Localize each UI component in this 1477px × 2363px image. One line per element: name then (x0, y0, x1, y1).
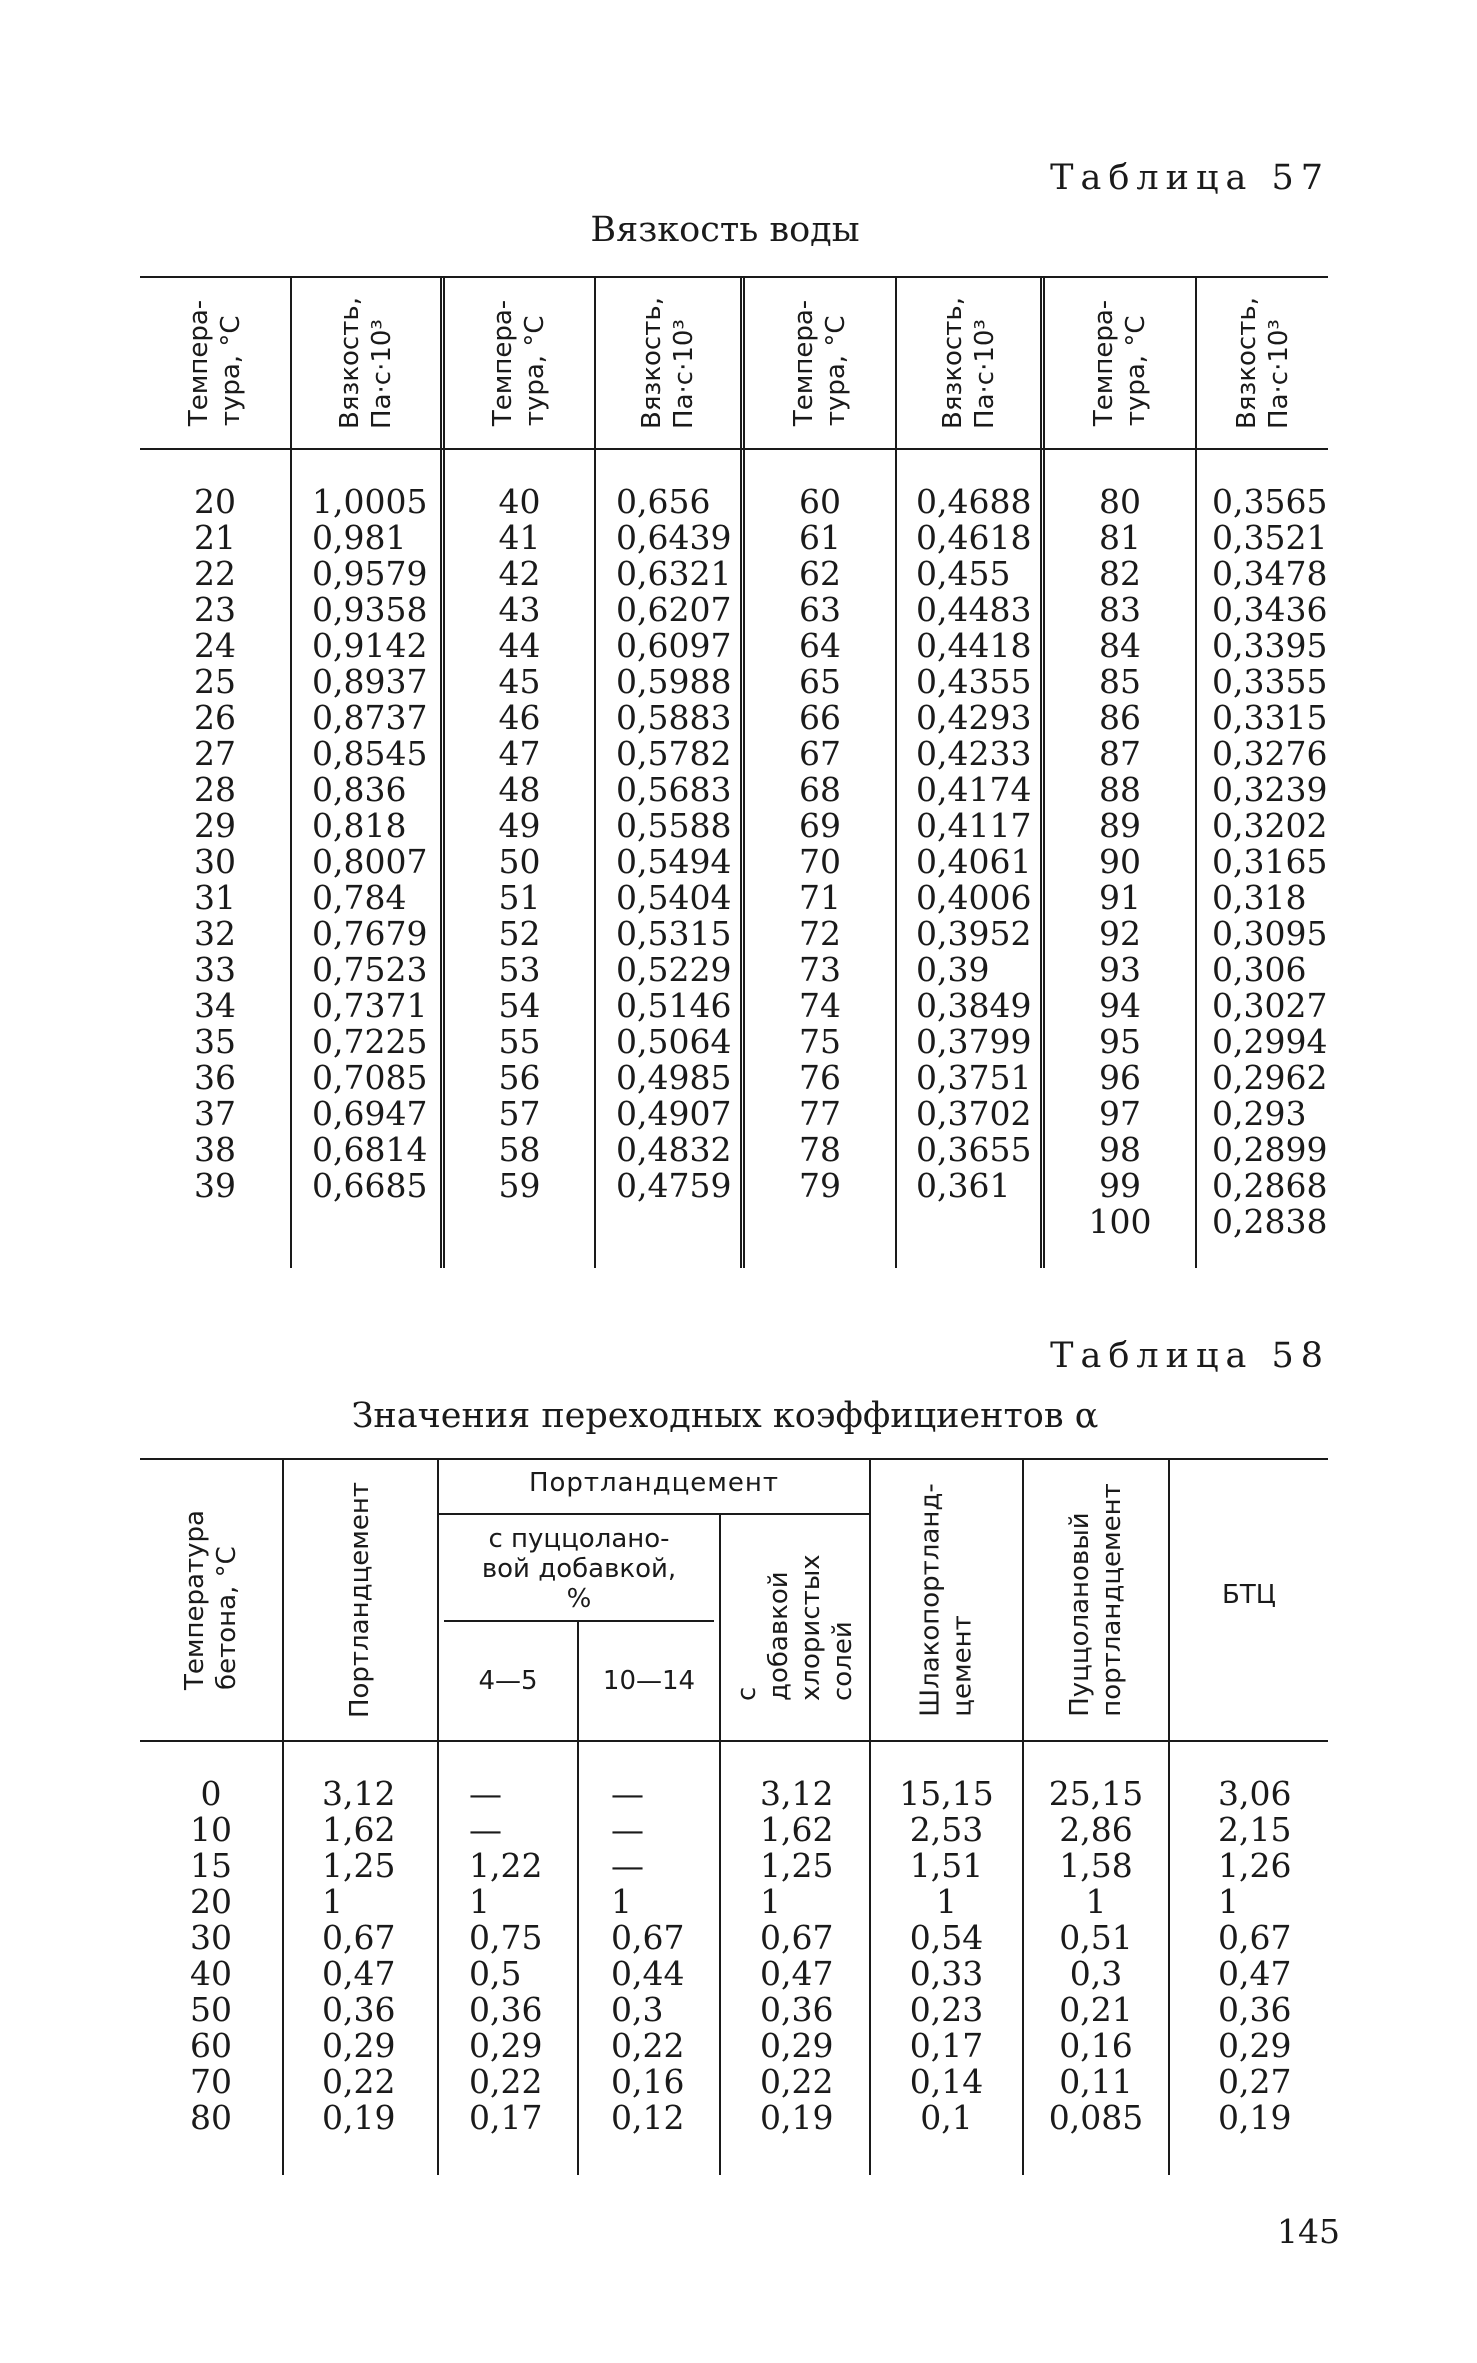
table-cell: 70 (799, 842, 841, 881)
table-cell: 0,17 (469, 2098, 543, 2137)
table-cell: 3,06 (1218, 1774, 1292, 1813)
table-cell: 0,5146 (616, 986, 732, 1025)
table-cell: 0,1 (920, 2098, 973, 2137)
table-cell: 28 (194, 770, 236, 809)
table-cell: 0,2899 (1212, 1130, 1328, 1169)
table-cell: 0,6097 (616, 626, 732, 665)
table-cell: — (611, 1810, 644, 1849)
table-57-temp-column (1045, 484, 1195, 1240)
table-cell: 63 (799, 590, 841, 629)
table-cell: 0,656 (616, 482, 711, 521)
table-cell: 37 (194, 1094, 236, 1133)
table-58-group-header: Портландцемент (528, 1468, 780, 1498)
table-cell: 0,836 (312, 770, 407, 809)
table-cell: 0,3436 (1212, 590, 1328, 629)
table-cell: 0,21 (1059, 1990, 1133, 2029)
table-cell: 0,67 (1218, 1918, 1292, 1957)
table-57-viscosity-header: Вязкость, Па·с·10³ (636, 297, 699, 429)
table-cell: 53 (498, 950, 541, 989)
table-cell: 0,4759 (616, 1166, 732, 1205)
table-cell: 0,44 (611, 1954, 685, 1993)
table-cell: 0,22 (322, 2062, 396, 2101)
table-cell: 0,5064 (616, 1022, 732, 1061)
table-cell: 60 (799, 482, 841, 521)
table-cell: 1 (1085, 1882, 1107, 1921)
table-cell: 0,9142 (312, 626, 428, 665)
table-cell: 89 (1099, 806, 1141, 845)
table-cell: 32 (194, 914, 236, 953)
table-cell: 35 (194, 1022, 236, 1061)
table-cell: 0,16 (1059, 2026, 1133, 2065)
table-cell: 97 (1099, 1094, 1141, 1133)
table-cell: 0,318 (1212, 878, 1307, 917)
table-cell: 54 (498, 986, 541, 1025)
table-cell: 0,9579 (312, 554, 428, 593)
table-57-viscosity-column (616, 484, 740, 1204)
table-cell: 0,22 (469, 2062, 543, 2101)
table-cell: 20 (190, 1882, 232, 1921)
table-cell: 0,36 (760, 1990, 834, 2029)
table-cell: 0,3276 (1212, 734, 1328, 773)
table-cell: 0,7225 (312, 1022, 428, 1061)
table-cell: 25 (194, 662, 236, 701)
table-cell: 0,3655 (916, 1130, 1032, 1169)
table-cell: 0,23 (909, 1990, 984, 2029)
table-cell: 83 (1099, 590, 1141, 629)
table-cell: 87 (1099, 734, 1141, 773)
table-cell: 0,784 (312, 878, 407, 917)
table-cell: 15 (190, 1846, 232, 1885)
table-cell: 0,4293 (916, 698, 1032, 737)
table-cell: 0,67 (760, 1918, 834, 1957)
table-cell: 0,5229 (616, 950, 732, 989)
table-cell: 0,22 (611, 2026, 685, 2065)
table-cell: — (611, 1774, 644, 1813)
table-cell: 1,25 (322, 1846, 396, 1885)
table-cell: 98 (1099, 1130, 1141, 1169)
table-cell: 64 (799, 626, 841, 665)
table-cell: 33 (194, 950, 236, 989)
table-cell: 2,15 (1218, 1810, 1292, 1849)
table-cell: 0,5315 (616, 914, 732, 953)
table-cell: 0,3239 (1212, 770, 1328, 809)
table-cell: 30 (190, 1918, 232, 1957)
table-cell: 0,5588 (616, 806, 732, 845)
table-58-pozzolan-subheader: с пуццолано- вой добавкой, % (481, 1524, 677, 1614)
table-cell: 0,7523 (312, 950, 428, 989)
table-57-temp-column (745, 484, 895, 1204)
table-cell: 80 (1099, 482, 1141, 521)
table-cell: 0,2994 (1212, 1022, 1328, 1061)
table-57-temp-header: Темпера- тура, °С (1089, 299, 1151, 427)
table-cell: 0,3095 (1212, 914, 1328, 953)
table-cell: 0,3165 (1212, 842, 1328, 881)
table-57-temp-header: Темпера- тура, °С (488, 299, 551, 427)
table-cell: 48 (498, 770, 541, 809)
table-57-viscosity-column (916, 484, 1040, 1204)
table-cell: 0,36 (1218, 1990, 1292, 2029)
table-cell: 44 (498, 626, 541, 665)
table-cell: 0,75 (469, 1918, 543, 1957)
table-cell: 0,5988 (616, 662, 732, 701)
table-cell: 0,7679 (312, 914, 428, 953)
table-cell: 0,29 (760, 2026, 834, 2065)
table-cell: 0,085 (1048, 2098, 1144, 2137)
table-cell: 0,8737 (312, 698, 428, 737)
table-cell: 0,5883 (616, 698, 732, 737)
table-cell: 0,33 (909, 1954, 984, 1993)
table-cell: 36 (194, 1058, 236, 1097)
table-cell: 0,5782 (616, 734, 732, 773)
table-cell: 84 (1099, 626, 1141, 665)
table-58-btc-header: БТЦ (1222, 1580, 1276, 1610)
table-cell: 69 (799, 806, 841, 845)
table-cell: 41 (498, 518, 541, 557)
table-cell: 0,14 (909, 2062, 984, 2101)
table-cell: 0,3027 (1212, 986, 1328, 1025)
table-cell: 90 (1099, 842, 1141, 881)
table-cell: 1,26 (1218, 1846, 1292, 1885)
table-58-top-rule (140, 1458, 1328, 1460)
table-cell: 0,3315 (1212, 698, 1328, 737)
table-cell: 52 (498, 914, 541, 953)
table-cell: 0,19 (322, 2098, 396, 2137)
table-58-temp-header: Температура бетона, °С (180, 1510, 242, 1690)
table-cell: 22 (194, 554, 236, 593)
table-cell: 47 (498, 734, 541, 773)
table-cell: 57 (498, 1094, 541, 1133)
table-cell: 1 (1218, 1882, 1239, 1921)
table-58-title: Значения переходных коэффициентов α (351, 1396, 1099, 1436)
table-cell: 40 (498, 482, 541, 521)
table-cell: 0,6439 (616, 518, 732, 557)
table-cell: 55 (498, 1022, 541, 1061)
table-cell: 0,3565 (1212, 482, 1328, 521)
table-cell: 0,12 (611, 2098, 685, 2137)
table-cell: 0,4688 (916, 482, 1032, 521)
table-cell: 68 (799, 770, 841, 809)
table-cell: 56 (498, 1058, 541, 1097)
table-cell: 77 (799, 1094, 841, 1133)
table-58-pozzolan-b-column (611, 1776, 719, 2136)
table-58-group-rule (437, 1513, 869, 1515)
table-cell: 1,51 (909, 1846, 984, 1885)
table-58-rule (1168, 1460, 1170, 2175)
table-cell: 3,12 (760, 1774, 834, 1813)
table-cell: 0,4117 (916, 806, 1032, 845)
table-cell: 0,36 (322, 1990, 396, 2029)
table-cell: 73 (799, 950, 841, 989)
table-58-temp-column (140, 1776, 282, 2136)
table-cell: 45 (498, 662, 541, 701)
table-cell: 40 (190, 1954, 232, 1993)
table-cell: 0,3702 (916, 1094, 1032, 1133)
table-cell: 1 (936, 1882, 957, 1921)
table-cell: 67 (799, 734, 841, 773)
table-58-btc-column (1218, 1776, 1328, 2136)
table-cell: 0,981 (312, 518, 407, 557)
table-cell: 49 (498, 806, 541, 845)
table-cell: 70 (190, 2062, 232, 2101)
table-cell: 0,5494 (616, 842, 732, 881)
table-cell: 0,47 (760, 1954, 834, 1993)
table-cell: 0,17 (909, 2026, 984, 2065)
table-57-temp-column (140, 484, 290, 1204)
table-58-header-rule (140, 1740, 1328, 1742)
table-cell: 0,54 (909, 1918, 984, 1957)
table-cell: 0,8937 (312, 662, 428, 701)
table-57-top-rule (140, 276, 1328, 278)
table-57-header-rule (140, 448, 1328, 450)
table-cell: 0,3395 (1212, 626, 1328, 665)
table-cell: 0,4832 (616, 1130, 732, 1169)
table-cell: 2,53 (909, 1810, 984, 1849)
table-cell: 0,11 (1059, 2062, 1133, 2101)
table-cell: 21 (194, 518, 236, 557)
table-57-viscosity-column (1212, 484, 1328, 1240)
table-cell: 0,4233 (916, 734, 1032, 773)
table-cell: 0,2962 (1212, 1058, 1328, 1097)
table-cell: 96 (1099, 1058, 1141, 1097)
table-cell: 0,27 (1218, 2062, 1292, 2101)
table-cell: 75 (799, 1022, 841, 1061)
table-cell: 10 (190, 1810, 232, 1849)
table-cell: 0,7371 (312, 986, 428, 1025)
table-cell: 0,293 (1212, 1094, 1307, 1133)
table-cell: 0,29 (469, 2026, 543, 2065)
table-cell: 15,15 (899, 1774, 994, 1813)
table-cell: 0,6947 (312, 1094, 428, 1133)
table-cell: 1 (760, 1882, 781, 1921)
table-cell: 0,361 (916, 1166, 1011, 1205)
table-58-portland-header: Портландцемент (345, 1481, 376, 1719)
table-cell: 0,8545 (312, 734, 428, 773)
table-cell: 1,22 (469, 1846, 543, 1885)
table-cell: 0,29 (322, 2026, 396, 2065)
table-58-chloride-column (760, 1776, 869, 2136)
table-cell: 0,16 (611, 2062, 685, 2101)
table-57-temp-column (445, 484, 594, 1204)
table-cell: 0,3751 (916, 1058, 1032, 1097)
table-cell: 1 (611, 1882, 632, 1921)
table-cell: 0,3799 (916, 1022, 1032, 1061)
table-cell: 79 (799, 1166, 841, 1205)
page-number: 145 (1277, 2212, 1340, 2251)
table-cell: 20 (194, 482, 236, 521)
table-cell: 0,4483 (916, 590, 1032, 629)
table-cell: 76 (799, 1058, 841, 1097)
table-cell: 0,39 (916, 950, 990, 989)
table-cell: 0,47 (1218, 1954, 1292, 1993)
table-cell: 38 (194, 1130, 236, 1169)
table-cell: 0,5404 (616, 878, 732, 917)
table-cell: 27 (194, 734, 236, 773)
table-58-pozz-portland-header: Пуццолановый портландцемент (1065, 1483, 1127, 1717)
table-cell: 0,2868 (1212, 1166, 1328, 1205)
table-cell: 95 (1099, 1022, 1141, 1061)
table-cell: — (469, 1774, 502, 1813)
table-cell: 0,3 (611, 1990, 664, 2029)
table-cell: 0,306 (1212, 950, 1307, 989)
table-cell: 1 (322, 1882, 343, 1921)
table-cell: 1,25 (760, 1846, 834, 1885)
table-cell: 74 (799, 986, 841, 1025)
table-57-viscosity-column (312, 484, 440, 1204)
table-cell: 0,3478 (1212, 554, 1328, 593)
table-cell: 0,67 (611, 1918, 685, 1957)
table-cell: 0,4907 (616, 1094, 732, 1133)
table-cell: 0,6685 (312, 1166, 428, 1205)
table-cell: 60 (190, 2026, 232, 2065)
table-cell: 0,19 (760, 2098, 834, 2137)
table-58-label: Таблица 58 (1050, 1336, 1330, 1376)
table-cell: 0,3202 (1212, 806, 1328, 845)
table-cell: 0,2838 (1212, 1202, 1328, 1241)
table-cell: 0,9358 (312, 590, 428, 629)
table-58-pozzolan-a-header: 4—5 (478, 1666, 538, 1696)
table-58-slag-header: Шлакопортланд- цемент (915, 1483, 978, 1717)
table-cell: 0,29 (1218, 2026, 1292, 2065)
table-57-viscosity-header: Вязкость, Па·с·10³ (1231, 297, 1294, 429)
table-cell: 0,4006 (916, 878, 1032, 917)
table-cell: 0,3849 (916, 986, 1032, 1025)
table-cell: 0,6814 (312, 1130, 428, 1169)
table-cell: 0,19 (1218, 2098, 1292, 2137)
table-cell: 0,36 (469, 1990, 543, 2029)
table-cell: 99 (1099, 1166, 1141, 1205)
table-cell: 0,4174 (916, 770, 1032, 809)
table-cell: 34 (194, 986, 236, 1025)
table-cell: — (611, 1846, 644, 1885)
table-cell: 3,12 (322, 1774, 396, 1813)
table-58-pozz-portland-column (1024, 1776, 1168, 2136)
table-57-viscosity-header: Вязкость, Па·с·10³ (334, 297, 397, 429)
table-cell: 1,58 (1059, 1846, 1133, 1885)
table-cell: 0,4985 (616, 1058, 732, 1097)
table-cell: 61 (799, 518, 841, 557)
table-58-pozzolan-b-header: 10—14 (602, 1666, 696, 1696)
table-cell: 0,4355 (916, 662, 1032, 701)
table-cell: 29 (194, 806, 236, 845)
table-cell: 23 (194, 590, 236, 629)
table-cell: 72 (799, 914, 841, 953)
table-58-chloride-header: с добавкой хлористых солей (732, 1554, 858, 1701)
table-cell: 0,3355 (1212, 662, 1328, 701)
table-cell: 58 (498, 1130, 541, 1169)
table-cell: 66 (799, 698, 841, 737)
table-cell: 0,47 (322, 1954, 396, 1993)
table-cell: 50 (190, 1990, 232, 2029)
table-cell: 0,455 (916, 554, 1011, 593)
table-cell: 1,62 (760, 1810, 834, 1849)
table-cell: 25,15 (1048, 1774, 1144, 1813)
table-cell: 51 (498, 878, 541, 917)
table-cell: 1,0005 (312, 482, 428, 521)
table-cell: 88 (1099, 770, 1141, 809)
table-cell: — (469, 1810, 502, 1849)
table-cell: 43 (498, 590, 541, 629)
table-cell: 0 (200, 1774, 222, 1813)
table-57-temp-header: Темпера- тура, °С (184, 299, 246, 427)
table-cell: 1 (469, 1882, 490, 1921)
table-cell: 30 (194, 842, 236, 881)
table-cell: 94 (1099, 986, 1141, 1025)
table-57-label: Таблица 57 (1050, 158, 1330, 198)
table-57-temp-header: Темпера- тура, °С (789, 299, 851, 427)
table-57-title: Вязкость воды (590, 210, 860, 250)
table-cell: 82 (1099, 554, 1141, 593)
table-cell: 0,7085 (312, 1058, 428, 1097)
table-cell: 24 (194, 626, 236, 665)
table-cell: 92 (1099, 914, 1141, 953)
table-cell: 0,3952 (916, 914, 1032, 953)
table-cell: 0,51 (1059, 1918, 1133, 1957)
table-58-pozzolan-a-column (469, 1776, 577, 2136)
table-cell: 1,62 (322, 1810, 396, 1849)
table-cell: 62 (799, 554, 841, 593)
table-cell: 78 (799, 1130, 841, 1169)
table-cell: 31 (194, 878, 236, 917)
table-57-viscosity-header: Вязкость, Па·с·10³ (937, 297, 1000, 429)
table-cell: 0,4618 (916, 518, 1032, 557)
table-cell: 59 (498, 1166, 541, 1205)
table-cell: 0,3 (1069, 1954, 1123, 1993)
table-cell: 0,22 (760, 2062, 834, 2101)
table-cell: 86 (1099, 698, 1141, 737)
table-cell: 71 (799, 878, 841, 917)
table-cell: 85 (1099, 662, 1141, 701)
table-cell: 2,86 (1059, 1810, 1133, 1849)
table-cell: 0,5 (469, 1954, 522, 1993)
table-cell: 91 (1099, 878, 1141, 917)
table-58-slag-column (871, 1776, 1022, 2136)
table-cell: 26 (194, 698, 236, 737)
table-cell: 93 (1099, 950, 1141, 989)
table-cell: 42 (498, 554, 541, 593)
table-cell: 0,4418 (916, 626, 1032, 665)
table-58-subgroup-rule (444, 1620, 714, 1622)
table-cell: 0,67 (322, 1918, 396, 1957)
table-cell: 0,818 (312, 806, 407, 845)
table-cell: 39 (194, 1166, 236, 1205)
table-cell: 0,6321 (616, 554, 732, 593)
table-cell: 0,6207 (616, 590, 732, 629)
table-58-portland-column (322, 1776, 437, 2136)
table-cell: 80 (190, 2098, 232, 2137)
table-cell: 81 (1099, 518, 1141, 557)
table-cell: 0,8007 (312, 842, 428, 881)
table-cell: 0,3521 (1212, 518, 1328, 557)
table-cell: 0,5683 (616, 770, 732, 809)
table-cell: 46 (498, 698, 541, 737)
table-cell: 100 (1088, 1202, 1152, 1241)
table-cell: 50 (498, 842, 541, 881)
table-58-rule (577, 1622, 579, 2175)
table-cell: 0,4061 (916, 842, 1032, 881)
table-cell: 65 (799, 662, 841, 701)
